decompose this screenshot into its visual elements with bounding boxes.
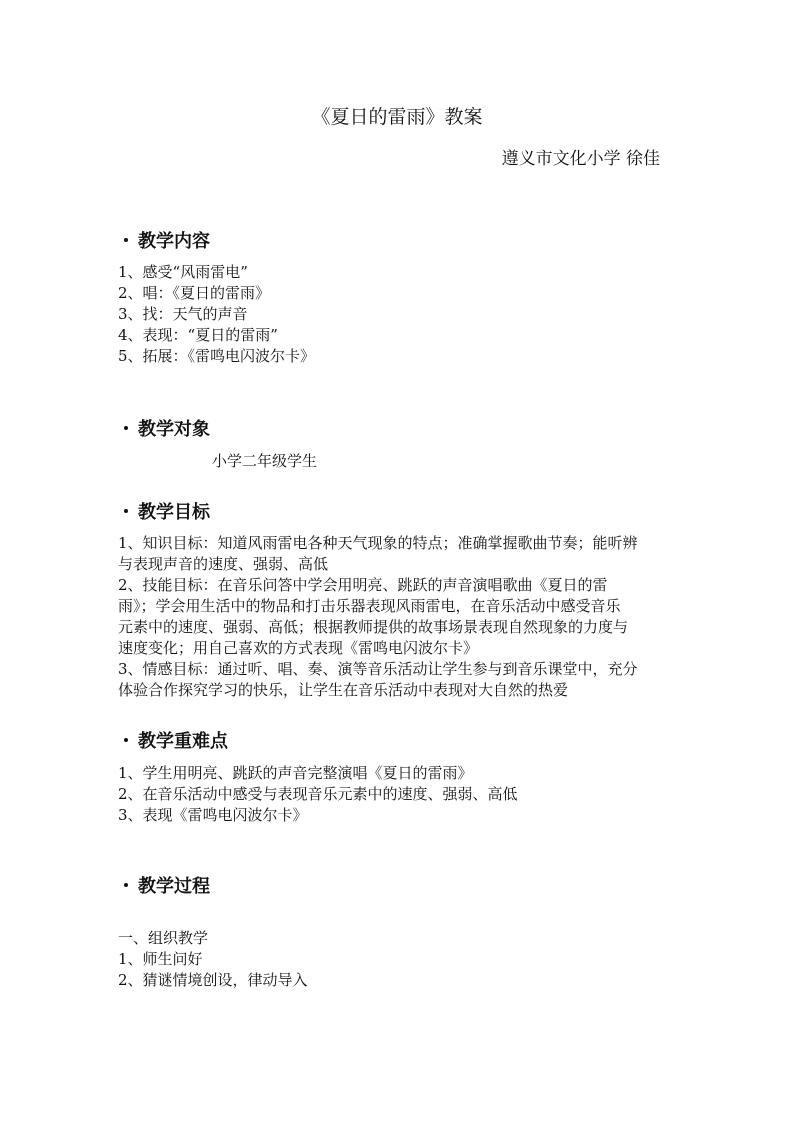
- section-heading-label: 教学目标: [138, 502, 210, 523]
- list-item: 一、组织教学: [118, 929, 209, 947]
- bullet-dot-icon: [124, 509, 128, 513]
- goals-list: [118, 533, 678, 701]
- section-heading-label: 教学重难点: [138, 731, 228, 752]
- section-heading-keypoints: [124, 730, 228, 754]
- section-heading-label: 教学内容: [138, 231, 210, 252]
- document-title: 《夏日的雷雨》教案: [311, 106, 483, 128]
- list-item: 3、找：天气的声音: [118, 305, 248, 323]
- bullet-dot-icon: [124, 238, 128, 242]
- list-item: 2、唱：《夏日的雷雨》: [118, 284, 271, 302]
- section-heading-label: 教学过程: [138, 876, 210, 897]
- goal-line: 1、知识目标：知道风雨雷电各种天气现象的特点；准确掌握歌曲节奏；能听辨: [118, 534, 638, 552]
- keypoints-list: [118, 763, 678, 826]
- goal-line: 雨》；学会用生活中的物品和打击乐器表现风雨雷电，在音乐活动中感受音乐: [118, 597, 621, 615]
- list-item: 1、学生用明亮、跳跃的声音完整演唱《夏日的雷雨》: [118, 764, 473, 782]
- list-item: 5、拓展：《雷鸣电闪波尔卡》: [118, 347, 316, 365]
- bullet-dot-icon: [124, 883, 128, 887]
- goal-line: 2、技能目标：在音乐问答中学会用明亮、跳跃的声音演唱歌曲《夏日的雷: [118, 576, 608, 594]
- document-author: 遵义市文化小学 徐佳: [501, 149, 660, 169]
- section-heading-label: 教学对象: [138, 419, 210, 440]
- target-text: 小学二年级学生: [212, 452, 318, 470]
- section-heading-content: [124, 230, 210, 254]
- list-item: 3、表现《雷鸣电闪波尔卡》: [118, 806, 308, 824]
- list-item: 2、猜谜情境创设，律动导入: [118, 971, 308, 989]
- goal-line: 与表现声音的速度、强弱、高低: [118, 555, 329, 573]
- list-item: 1、感受“风雨雷电”: [118, 263, 248, 281]
- section-heading-process: [124, 875, 210, 899]
- goal-line: 速度变化；用自己喜欢的方式表现《雷鸣电闪波尔卡》: [118, 639, 479, 657]
- bullet-dot-icon: [124, 738, 128, 742]
- content-list: [118, 262, 678, 367]
- process-list: [118, 928, 678, 991]
- section-heading-target: [124, 418, 210, 442]
- section-heading-goals: [124, 501, 210, 525]
- goal-line: 体验合作探究学习的快乐，让学生在音乐活动中表现对大自然的热爱: [118, 681, 569, 699]
- bullet-dot-icon: [124, 426, 128, 430]
- list-item: 1、师生问好: [118, 950, 203, 968]
- goal-line: 元素中的速度、强弱、高低；根据教师提供的故事场景表现自然现象的力度与: [118, 618, 629, 636]
- list-item: 4、表现：“夏日的雷雨”: [118, 326, 278, 344]
- goal-line: 3、情感目标：通过听、唱、奏、演等音乐活动让学生参与到音乐课堂中，充分: [118, 660, 638, 678]
- list-item: 2、在音乐活动中感受与表现音乐元素中的速度、强弱、高低: [118, 785, 518, 803]
